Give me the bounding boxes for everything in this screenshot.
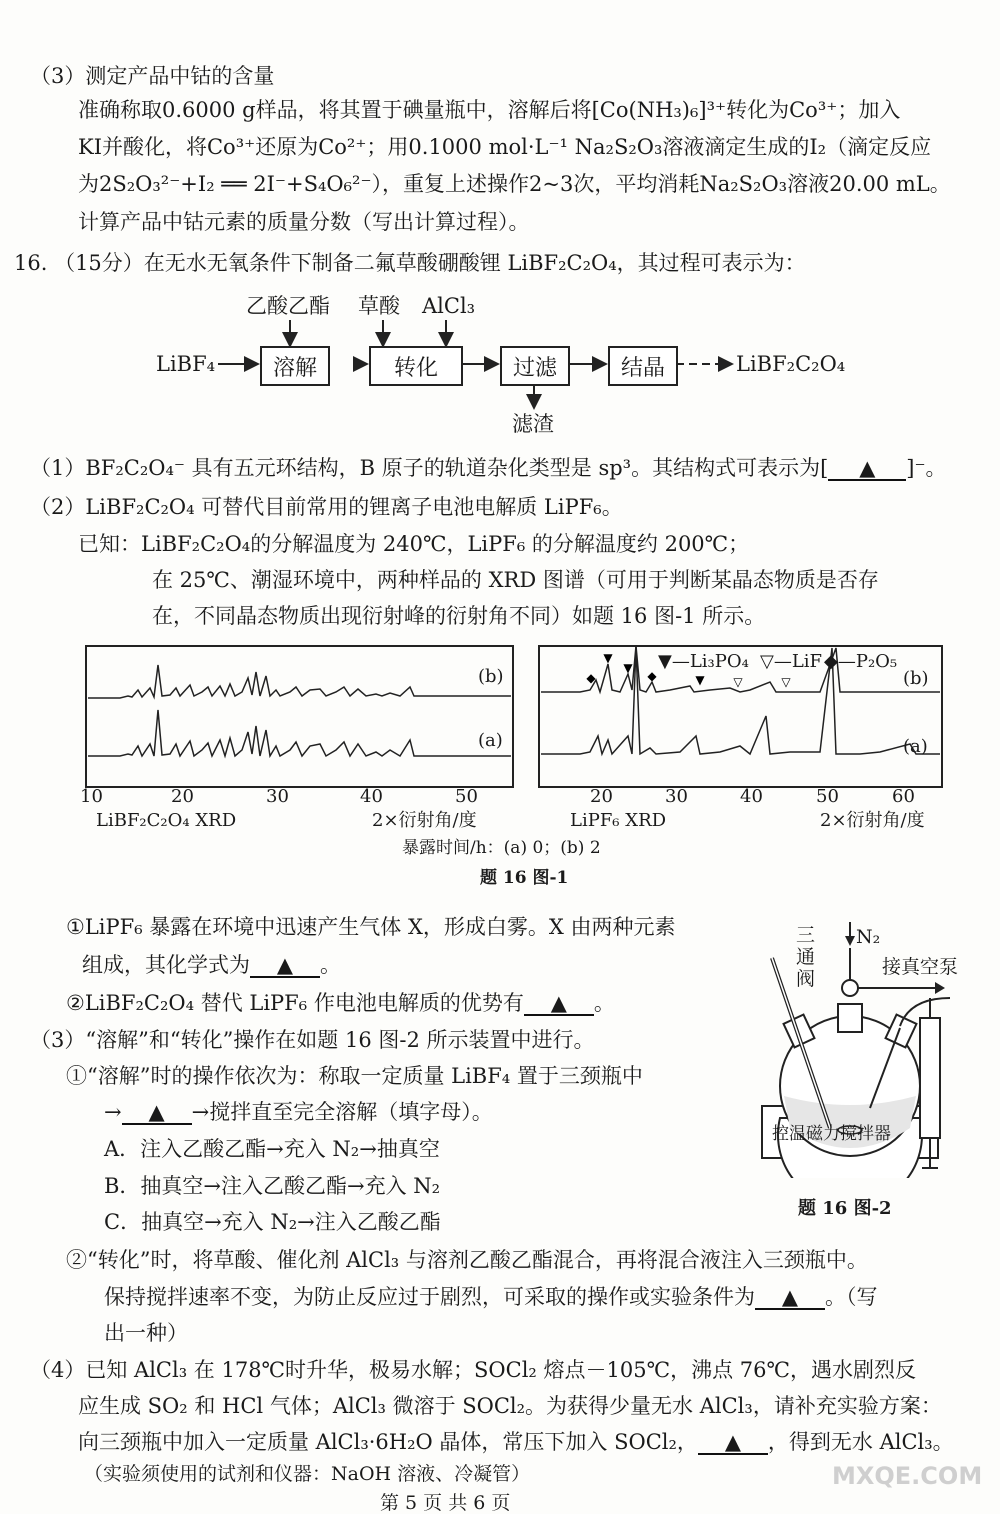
part2-sub1-line2 [82,955,341,978]
left-plot-label: LiBF₂C₂O₄ XRD [96,810,237,831]
flow-end: LiBF₂C₂O₄ [736,352,846,376]
left-tick-40: 40 [360,786,383,807]
option-b: B．抽真空→注入乙酸乙酯→充入 N₂ [104,1174,441,1198]
part3-sub1-arrow: → [104,1100,122,1124]
flow-step-convert: 转化 [369,346,463,386]
reagent-ethyl-acetate: 乙酸乙酯 [246,294,330,318]
flow-step-filter: 过滤 [500,346,570,386]
right-tick-60: 60 [892,786,915,807]
valve-label-3: 阀 [796,968,816,990]
part3-sub1-end: →搅拌直至完全溶解（填字母）。 [191,1100,493,1124]
figure-16-2 [750,918,980,1233]
left-xaxis-label: 2×衍射角/度 [372,810,477,831]
reagent-oxalic-acid: 草酸 [358,294,400,318]
valve-label-1: 三 [796,924,816,946]
part3-line4: 计算产品中钴元素的质量分数（写出计算过程）。 [78,210,530,234]
part1-text-end: ]⁻。 [906,456,947,480]
svg-text:▽: ▽ [733,675,743,689]
left-tick-20: 20 [171,786,194,807]
part4-end: ，得到无水 AlCl₃。 [767,1430,954,1454]
part3-line3: 为2S₂O₃²⁻+I₂ ══ 2I⁻+S₄O₆²⁻），重复上述操作2~3次，平均消耗Na₂S₂O₃溶液20.00 mL。 [78,172,951,196]
q16-part4-line3 [78,1432,954,1455]
n2-inlet-label: N₂ [856,926,881,948]
q16-part4-line2: 应生成 SO₂ 和 HCl 气体；AlCl₃ 微溶于 SOCl₂。为获得少量无水 AlCl₃，请补充实验方案： [78,1394,942,1418]
part2-known3: 在，不同晶态物质出现衍射峰的衍射角不同）如题 16 图-1 所示。 [152,604,766,628]
part3-line2: KI并酸化，将Co³⁺还原为Co²⁺；用0.1000 mol·L⁻¹ Na₂S₂O₃溶液滴定生成的I₂（滴定反应 [78,135,932,159]
part4-blank[interactable]: ▲ [698,1432,768,1455]
flow-step-dissolve: 溶解 [260,346,330,386]
vacuum-pump-label: 接真空泵 [882,956,959,978]
left-curve-b [88,665,511,698]
left-plot-frame [86,646,513,787]
part3-sub1-blank[interactable]: ▲ [122,1102,192,1125]
part3-sub2-line2 [104,1287,878,1310]
part3-sub2-end: 。（写 [825,1285,878,1309]
option-c: C．抽真空→充入 N₂→注入乙酸乙酯 [104,1210,441,1234]
left-curve-a [88,710,511,756]
legend-lif: ▽—LiF [760,651,823,672]
q16-part1 [30,458,947,481]
flow-start: LiBF₄ [156,352,216,376]
right-tick-30: 30 [665,786,688,807]
svg-text:▼: ▼ [623,661,633,675]
legend-li3po4: ▼—Li₃PO₄ [658,651,749,672]
part1-text: （1）BF₂C₂O₄⁻ 具有五元环结构，B 原子的轨道杂化类型是 sp³。其结构式可表示为[ [30,456,829,480]
part3-sub1-line1: ①“溶解”时的操作依次为：称取一定质量 LiBF₄ 置于三颈瓶中 [66,1064,643,1088]
legend-p2o5: ◆—P₂O₅ [824,651,898,672]
figure-16-2-caption: 题 16 图-2 [798,1198,892,1219]
exposure-time: 暴露时间/h：(a) 0；(b) 2 [402,838,601,858]
figure-16-1-caption: 题 16 图-1 [480,868,569,888]
flow-step-crystallize: 结晶 [608,346,678,386]
svg-text:◆: ◆ [647,669,657,683]
stirrer-label: 控温磁力搅拌器 [772,1124,891,1144]
right-plot-label: LiPF₆ XRD [570,810,667,831]
part2-sub2-end: 。 [593,991,615,1015]
left-tick-50: 50 [455,786,478,807]
part2-sub1-text: 组成，其化学式为 [82,953,250,977]
flow-diagram [150,290,870,445]
part4-text: 向三颈瓶中加入一定质量 AlCl₃·6H₂O 晶体，常压下加入 SOCl₂， [78,1430,698,1454]
right-curve-a-label: (a) [903,736,928,757]
part3-sub2-blank[interactable]: ▲ [755,1287,825,1310]
part2-sub2 [66,993,615,1016]
part2-sub1-blank[interactable]: ▲ [250,955,320,978]
part3-sub2-line3: 出一种） [104,1321,188,1345]
left-tick-10: 10 [80,786,103,807]
left-curve-a-label: (a) [478,730,503,751]
part2-sub2-text: ②LiBF₂C₂O₄ 替代 LiPF₆ 作电池电解质的优势有 [66,991,524,1015]
q16-part4-line1: （4）已知 AlCl₃ 在 178℃时升华，极易水解；SOCl₂ 熔点－105℃，沸点 76℃，遇水剧烈反 [30,1358,916,1382]
q16-part3: （3）“溶解”和“转化”操作在如题 16 图-2 所示装置中进行。 [30,1028,595,1052]
watermark-logo: MXQE.COM [832,1462,983,1490]
part3-sub2-text: 保持搅拌速率不变，为防止反应过于剧烈，可采取的操作或实验条件为 [104,1285,755,1309]
left-tick-30: 30 [266,786,289,807]
part3-title: （3）测定产品中钴的含量 [30,64,275,88]
part2-sub1-end: 。 [320,953,341,977]
flow-residue: 滤渣 [512,412,554,436]
svg-text:◆: ◆ [586,671,596,685]
right-tick-20: 20 [590,786,613,807]
svg-text:▽: ▽ [781,675,791,689]
svg-text:▼: ▼ [695,673,705,687]
part2-sub2-blank[interactable]: ▲ [524,993,594,1016]
figure-16-1 [80,640,960,895]
right-curve-b-label: (b) [903,668,929,689]
valve-label-2: 通 [796,946,816,968]
page-footer: 第 5 页 共 6 页 [380,1492,511,1514]
part3-line1: 准确称取0.6000 g样品，将其置于碘量瓶中，溶解后将[Co(NH₃)₆]³⁺转化为Co³⁺；加入 [78,98,901,122]
part3-sub1-line2 [104,1102,493,1125]
q16-part4-note: （实验须使用的试剂和仪器：NaOH 溶液、冷凝管） [84,1463,531,1485]
right-xaxis-label: 2×衍射角/度 [820,810,925,831]
option-a: A．注入乙酸乙酯→充入 N₂→抽真空 [104,1137,440,1161]
reagent-alcl3: AlCl₃ [422,294,476,318]
left-curve-b-label: (b) [478,666,504,687]
q16-part2: （2）LiBF₂C₂O₄ 可替代目前常用的锂离子电池电解质 LiPF₆。 [30,495,623,519]
part3-sub2-line1: ②“转化”时，将草酸、催化剂 AlCl₃ 与溶剂乙酸乙酯混合，再将混合液注入三颈瓶中。 [66,1248,868,1272]
part1-answer-blank[interactable]: ▲ [828,458,906,481]
part2-known2: 在 25℃、潮湿环境中，两种样品的 XRD 图谱（可用于判断某晶态物质是否存 [152,568,879,592]
right-tick-40: 40 [740,786,763,807]
svg-text:▼: ▼ [603,651,613,665]
q16-header: 16. （15分）在无水无氧条件下制备二氟草酸硼酸锂 LiBF₂C₂O₄，其过程可表示为： [14,251,806,275]
part2-known1: 已知：LiBF₂C₂O₄的分解温度为 240℃，LiPF₆ 的分解温度约 200℃； [78,532,750,556]
part2-sub1-line1: ①LiPF₆ 暴露在环境中迅速产生气体 X，形成白雾。X 由两种元素 [66,915,676,939]
right-tick-50: 50 [816,786,839,807]
